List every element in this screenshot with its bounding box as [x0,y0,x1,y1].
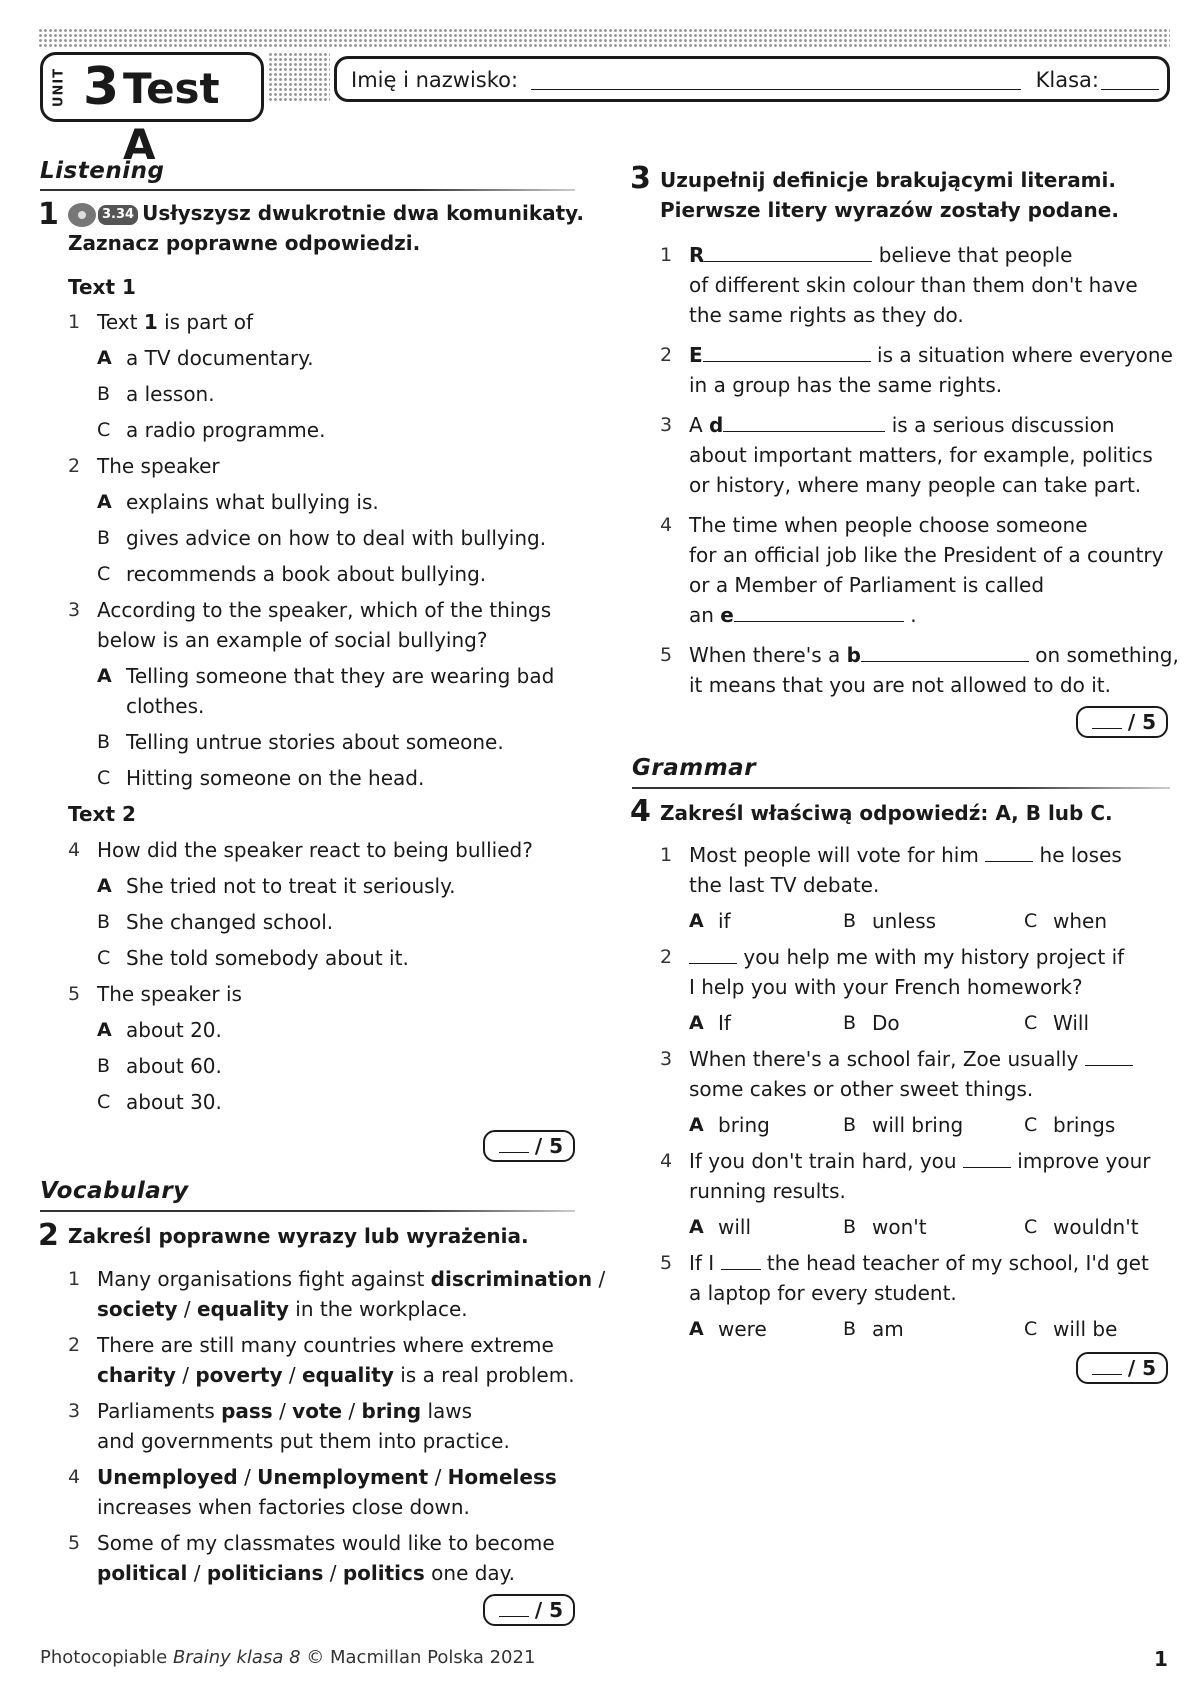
option-letter[interactable]: A [689,1216,704,1238]
option-letter[interactable]: A [689,1318,704,1340]
test-title: Test A [123,64,220,169]
question-text-line2: I help you with your French homework? [689,975,1083,999]
answer-blank[interactable] [723,412,885,432]
option-text[interactable]: Hitting someone on the head. [126,766,425,790]
item-text-line3: or history, where many people can take part. [689,473,1142,497]
item-text: Unemployed / Unemployment / Homeless [97,1465,557,1489]
exercise-number: 3 [630,161,651,196]
option-text[interactable]: if [718,909,731,933]
class-field[interactable] [1101,89,1159,90]
item-number: 5 [660,644,673,666]
option-letter[interactable]: A [689,1012,704,1034]
answer-blank [985,842,1033,862]
item-text: R believe that people [689,243,1073,267]
question-text: Text 1 is part of [97,310,254,334]
question-number: 2 [68,455,81,477]
option-letter[interactable]: B [843,1114,857,1136]
answer-blank[interactable] [734,602,904,622]
question-number: 1 [68,311,81,333]
option-letter[interactable]: B [843,1012,857,1034]
item-text: A d is a serious discussion [689,413,1115,437]
exercise-instruction: 3.34 Usłyszysz dwukrotnie dwa komunikaty. [68,198,584,228]
question-text-line2: running results. [689,1179,846,1203]
exercise-instruction-line2: Pierwsze litery wyrazów zostały podane. [660,198,1119,222]
item-text: Many organisations fight against discrimination / [97,1267,606,1291]
question-number: 4 [660,1150,673,1172]
option-text[interactable]: recommends a book about bullying. [126,562,487,586]
answer-blank[interactable] [861,642,1029,662]
option-text[interactable]: about 20. [126,1018,222,1042]
class-label: Klasa: [1035,68,1099,92]
answer-blank [689,944,737,964]
option-letter[interactable]: B [97,1055,111,1077]
option-letter[interactable]: B [97,527,111,549]
item-text-line2: society / equality in the workplace. [97,1297,468,1321]
option-letter[interactable]: A [97,665,112,687]
exercise-instruction: Uzupełnij definicje brakującymi literami. [660,168,1116,192]
header-dot-pattern [38,28,1170,48]
unit-number: 3 [83,57,120,117]
option-letter[interactable]: C [1024,1012,1038,1034]
question-text-line2: the last TV debate. [689,873,880,897]
option-letter[interactable]: C [1024,1216,1038,1238]
question-number: 5 [68,983,81,1005]
option-letter[interactable]: B [843,1318,857,1340]
item-number: 2 [68,1334,81,1356]
option-text[interactable]: unless [872,909,937,933]
item-number: 1 [660,244,673,266]
option-letter[interactable]: C [97,947,111,969]
item-text-line2: of different skin colour than them don't have [689,273,1138,297]
option-letter[interactable]: C [1024,1318,1038,1340]
option-text[interactable]: She tried not to treat it seriously. [126,874,456,898]
question-text-line2: some cakes or other sweet things. [689,1077,1034,1101]
question-text: When there's a school fair, Zoe usually [689,1044,1133,1074]
page-number: 1 [1154,1647,1168,1671]
answer-blank[interactable] [704,242,872,262]
option-text[interactable]: If [718,1011,731,1035]
answer-blank [721,1250,761,1270]
question-number: 2 [660,946,673,968]
item-text-line3: or a Member of Parliament is called [689,573,1045,597]
question-number: 3 [660,1048,673,1070]
item-number: 4 [68,1466,81,1488]
item-text-line2: increases when factories close down. [97,1495,470,1519]
option-text[interactable]: a lesson. [126,382,215,406]
section-title-vocabulary: Vocabulary [40,1178,189,1204]
item-text-line2: and governments put them into practice. [97,1429,510,1453]
question-text-line2: a laptop for every student. [689,1281,957,1305]
unit-title-box [40,52,264,169]
item-text-line2: about important matters, for example, politics [689,443,1153,467]
item-text: There are still many countries where extreme [97,1333,554,1357]
item-text-line2: charity / poverty / equality is a real problem. [97,1363,575,1387]
item-text-line2: it means that you are not allowed to do it. [689,673,1111,697]
score-box[interactable]: / 5 [1076,1352,1168,1384]
section-rule [40,189,575,191]
track-number: 3.34 [98,205,138,225]
option-letter[interactable]: A [97,347,112,369]
item-text: Parliaments pass / vote / bring laws [97,1399,473,1423]
option-text-line2[interactable]: clothes. [126,694,205,718]
question-text: you help me with my history project if [689,942,1124,972]
option-text[interactable]: about 30. [126,1090,222,1114]
option-letter[interactable]: C [97,1091,111,1113]
section-rule [40,1210,575,1212]
option-text[interactable]: She changed school. [126,910,334,934]
question-text-line2: below is an example of social bullying? [97,628,488,652]
option-text[interactable]: gives advice on how to deal with bullying. [126,526,547,550]
text-1-heading: Text 1 [68,275,136,299]
unit-label: UNIT [51,67,67,108]
question-text: The speaker [97,454,220,478]
option-text[interactable]: Telling someone that they are wearing bad [126,664,555,688]
option-text[interactable]: explains what bullying is. [126,490,379,514]
option-text[interactable]: will bring [872,1113,964,1137]
option-text[interactable]: will be [1053,1317,1118,1341]
item-text-line2: for an official job like the President of a country [689,543,1164,567]
question-number: 4 [68,839,81,861]
option-letter[interactable]: C [97,419,111,441]
item-number: 2 [660,344,673,366]
option-text[interactable]: Do [872,1011,900,1035]
answer-blank [1085,1046,1133,1066]
option-text[interactable]: won't [872,1215,927,1239]
item-text-line3: the same rights as they do. [689,303,964,327]
item-number: 1 [68,1268,81,1290]
question-text: According to the speaker, which of the things [97,598,552,622]
option-text[interactable]: when [1053,909,1108,933]
item-text: Some of my classmates would like to become [97,1531,555,1555]
option-text[interactable]: She told somebody about it. [126,946,409,970]
exercise-number: 4 [630,794,651,829]
score-box[interactable]: / 5 [1076,706,1168,738]
student-info-box [334,56,1170,102]
option-letter[interactable]: C [97,767,111,789]
section-title-grammar: Grammar [632,755,757,781]
option-letter[interactable]: A [97,1019,112,1041]
section-title-listening: Listening [40,158,165,184]
question-number: 1 [660,844,673,866]
option-letter[interactable]: C [1024,910,1038,932]
option-text[interactable]: Telling untrue stories about someone. [126,730,504,754]
option-letter[interactable]: B [97,731,111,753]
exercise-instruction: Zakreśl poprawne wyrazy lub wyrażenia. [68,1224,529,1248]
item-number: 3 [660,414,673,436]
option-letter[interactable]: C [97,563,111,585]
score-box[interactable]: / 5 [483,1594,575,1626]
question-text: Most people will vote for him he loses [689,843,1122,867]
footer-copyright: Photocopiable Brainy klasa 8 © Macmillan Polska 2021 [40,1647,536,1668]
item-text: The time when people choose someone [689,513,1088,537]
item-number: 4 [660,514,673,536]
exercise-number: 2 [38,1218,59,1253]
question-text: The speaker is [97,982,242,1006]
option-letter[interactable]: B [843,910,857,932]
option-text[interactable]: am [872,1317,904,1341]
option-letter[interactable]: A [689,1114,704,1136]
exercise-instruction-line2: Zaznacz poprawne odpowiedzi. [68,231,421,255]
option-text[interactable]: Will [1053,1011,1090,1035]
option-letter[interactable]: B [97,383,111,405]
option-letter[interactable]: A [689,910,704,932]
exercise-number: 1 [38,197,59,232]
item-text: When there's a b on something, [689,643,1179,667]
option-text[interactable]: about 60. [126,1054,222,1078]
option-text[interactable]: were [718,1317,767,1341]
cd-audio-icon[interactable] [68,203,96,227]
exercise-instruction: Zakreśl właściwą odpowiedź: A, B lub C. [660,801,1113,825]
item-text-line2: in a group has the same rights. [689,373,1003,397]
question-number: 3 [68,599,81,621]
option-letter[interactable]: C [1024,1114,1038,1136]
score-box[interactable]: / 5 [483,1130,575,1162]
option-text[interactable]: bring [718,1113,770,1137]
item-text-line4: an e . [689,603,917,627]
option-letter[interactable]: B [843,1216,857,1238]
name-label: Imię i nazwisko: [351,68,519,92]
question-text: How did the speaker react to being bullied? [97,838,533,862]
option-text[interactable]: will [718,1215,752,1239]
item-text: E is a situation where everyone [689,343,1173,367]
question-number: 5 [660,1252,673,1274]
item-text-line2: political / politicians / politics one day. [97,1561,516,1585]
option-letter[interactable]: A [97,875,112,897]
name-field[interactable] [531,89,1021,90]
question-text: If I the head teacher of my school, I'd get [689,1251,1149,1275]
option-text[interactable]: a TV documentary. [126,346,314,370]
text-2-heading: Text 2 [68,802,136,826]
section-rule [632,787,1170,789]
option-text[interactable]: a radio programme. [126,418,326,442]
option-text[interactable]: wouldn't [1053,1215,1139,1239]
answer-blank [963,1148,1011,1168]
option-text[interactable]: brings [1053,1113,1116,1137]
item-number: 5 [68,1532,81,1554]
question-text: If you don't train hard, you improve your [689,1149,1151,1173]
item-number: 3 [68,1400,81,1422]
answer-blank[interactable] [703,342,871,362]
option-letter[interactable]: B [97,911,111,933]
header-dot-pattern-small [268,52,330,102]
option-letter[interactable]: A [97,491,112,513]
